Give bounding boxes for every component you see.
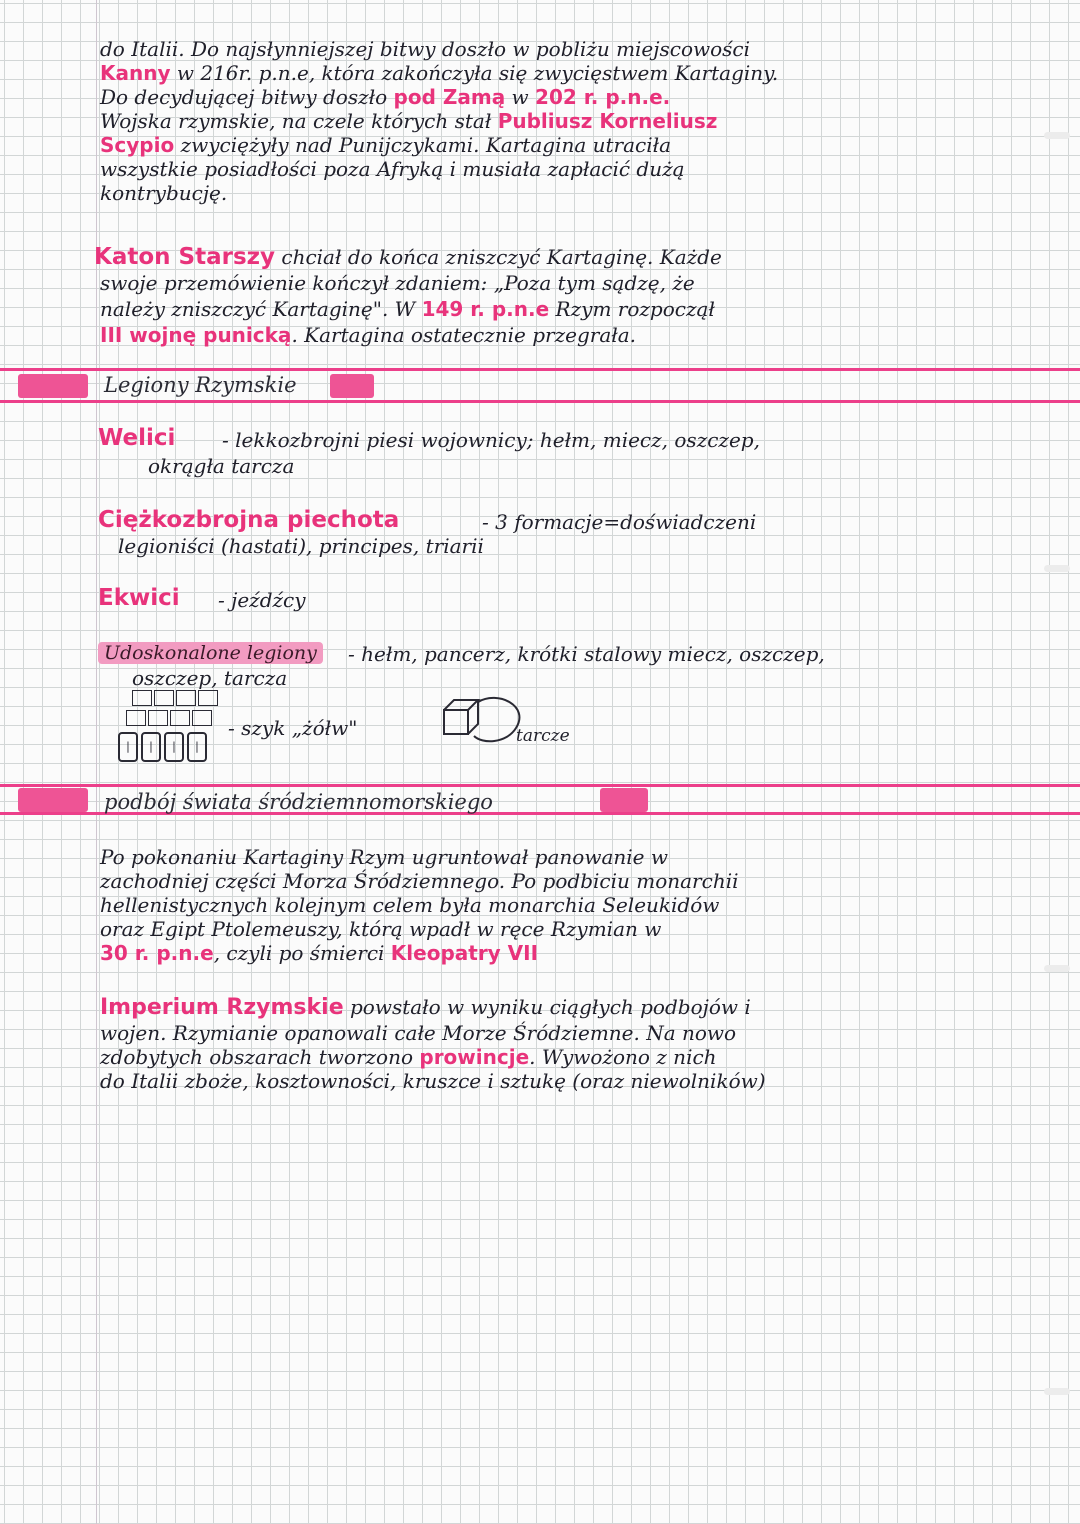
desc-ekwici: - jeźdźcy <box>218 588 306 612</box>
term-welici: Welici <box>98 425 176 451</box>
punch-hole <box>1044 132 1070 139</box>
section-divider-top <box>0 784 1080 787</box>
text-line: Do decydującej bitwy doszło pod Zamą w 202 r. p.n.e. <box>100 85 671 109</box>
text-line: Po pokonaniu Kartaginy Rzym ugruntował panowanie w <box>100 845 668 869</box>
section-marker-right <box>330 374 374 398</box>
highlight-date-149: 149 r. p.n.e <box>421 297 550 321</box>
text-line: wszystkie posiadłości poza Afryką i musiała zapłacić dużą <box>100 157 685 181</box>
section-title-podboj: podbój świata śródziemnomorskiego <box>104 790 493 814</box>
tortoise-formation-sketch <box>118 690 238 762</box>
text-line: oraz Egipt Ptolemeuszy, którą wpadł w ręce Rzymian w <box>100 917 662 941</box>
highlight-kanny: Kanny <box>100 61 171 85</box>
highlight-zama: pod Zamą <box>393 85 506 109</box>
text-line: wojen. Rzymianie opanowali całe Morze Śródziemne. Na nowo <box>100 1021 737 1045</box>
section-title-legiony: Legiony Rzymskie <box>104 373 297 397</box>
desc-udoskonalone-2: oszczep, tarcza <box>132 666 288 690</box>
desc-ciezkozbrojna-2: legioniści (hastati), principes, triarii <box>118 534 484 558</box>
highlight-prowincje: prowincje <box>419 1045 530 1069</box>
desc-welici-2: okrągła tarcza <box>148 454 295 478</box>
sketch-cell <box>170 710 190 726</box>
term-udoskonalone <box>98 638 323 667</box>
text-line: do Italii zboże, kosztowności, kruszce i sztukę (oraz niewolników) <box>100 1069 766 1093</box>
highlight-publiusz: Publiusz Korneliusz <box>497 109 718 133</box>
text-line: 30 r. p.n.e, czyli po śmierci Kleopatry VII <box>100 941 539 965</box>
text-line: zachodniej części Morza Śródziemnego. Po podbiciu monarchii <box>100 869 739 893</box>
desc-ciezkozbrojna: - 3 formacje=doświadczeni <box>482 510 757 534</box>
text-line: Kanny w 216r. p.n.e, która zakończyła się zwycięstwem Kartaginy. <box>100 61 779 85</box>
term-ciezkozbrojna: Ciężkozbrojna piechota <box>98 507 400 533</box>
term-ekwici: Ekwici <box>98 585 180 611</box>
sketch-cell <box>198 690 218 706</box>
highlight-kleopatra: Kleopatry VII <box>390 941 539 965</box>
text-line: hellenistycznych kolejnym celem była monarchia Seleukidów <box>100 893 720 917</box>
margin-line <box>96 0 97 1524</box>
highlight-imperium: Imperium Rzymskie <box>100 995 344 1020</box>
section-marker-right <box>600 788 648 812</box>
text-line: Katon Starszy chciał do końca zniszczyć Kartaginę. Każde <box>94 244 722 270</box>
section-marker-left <box>18 788 88 812</box>
sketch-shield-top <box>444 700 478 710</box>
punch-hole <box>1044 565 1070 572</box>
text-line: należy zniszczyć Kartaginę". W 149 r. p.n.e Rzym rozpoczął <box>100 297 715 321</box>
sketch-cell <box>148 710 168 726</box>
text-line: Imperium Rzymskie powstało w wyniku ciągłych podbojów i <box>100 995 751 1020</box>
punch-hole <box>1044 965 1070 972</box>
sketch-row <box>126 710 238 730</box>
text-line: swoje przemówienie kończył zdaniem: „Poza tym sądzę, że <box>100 271 695 295</box>
sketch-row <box>118 732 238 762</box>
label-szyk-zolw: - szyk „żółw" <box>228 716 358 740</box>
sketch-arrow-curve <box>474 698 519 741</box>
desc-welici: - lekkozbrojni piesi wojownicy; hełm, miecz, oszczep, <box>222 428 760 452</box>
sketch-cell <box>154 690 174 706</box>
text-line: kontrybucję. <box>100 181 228 205</box>
sketch-cell <box>176 690 196 706</box>
section-marker-left <box>18 374 88 398</box>
sketch-row <box>132 690 238 710</box>
highlight-date-30: 30 r. p.n.e <box>100 941 214 965</box>
text-line: III wojnę punicką. Kartagina ostatecznie przegrała. <box>100 323 637 347</box>
desc-udoskonalone: - hełm, pancerz, krótki stalowy miecz, oszczep, <box>348 642 825 666</box>
punch-hole <box>1044 1388 1070 1395</box>
highlight-date-202: 202 r. p.n.e. <box>535 85 671 109</box>
sketch-cell <box>192 710 212 726</box>
highlight-scypio: Scypio <box>100 133 175 157</box>
section-divider-top <box>0 368 1080 371</box>
marker-udoskonalone: Udoskonalone legiony <box>98 642 323 664</box>
section-divider-bottom <box>0 400 1080 403</box>
text-line: Wojska rzymskie, na czele których stał Publiusz Korneliusz <box>100 109 718 133</box>
shield-icon: | <box>164 732 184 762</box>
highlight-katon: Katon Starszy <box>94 244 276 270</box>
highlight-third-punic-war: III wojnę punicką <box>100 323 292 347</box>
text-line: zdobytych obszarach tworzono prowincje. Wywożono z nich <box>100 1045 717 1069</box>
text-line: Scypio zwyciężyły nad Punijczykami. Kartagina utraciła <box>100 133 672 157</box>
shield-icon: | <box>118 732 138 762</box>
shield-icon: | <box>187 732 207 762</box>
label-tarcze: tarcze <box>516 726 570 746</box>
sketch-cell <box>132 690 152 706</box>
sketch-shield-front <box>444 710 468 734</box>
sketch-cell <box>126 710 146 726</box>
shield-icon: | <box>141 732 161 762</box>
text-line: do Italii. Do najsłynniejszej bitwy doszło w pobliżu miejscowości <box>100 37 750 61</box>
